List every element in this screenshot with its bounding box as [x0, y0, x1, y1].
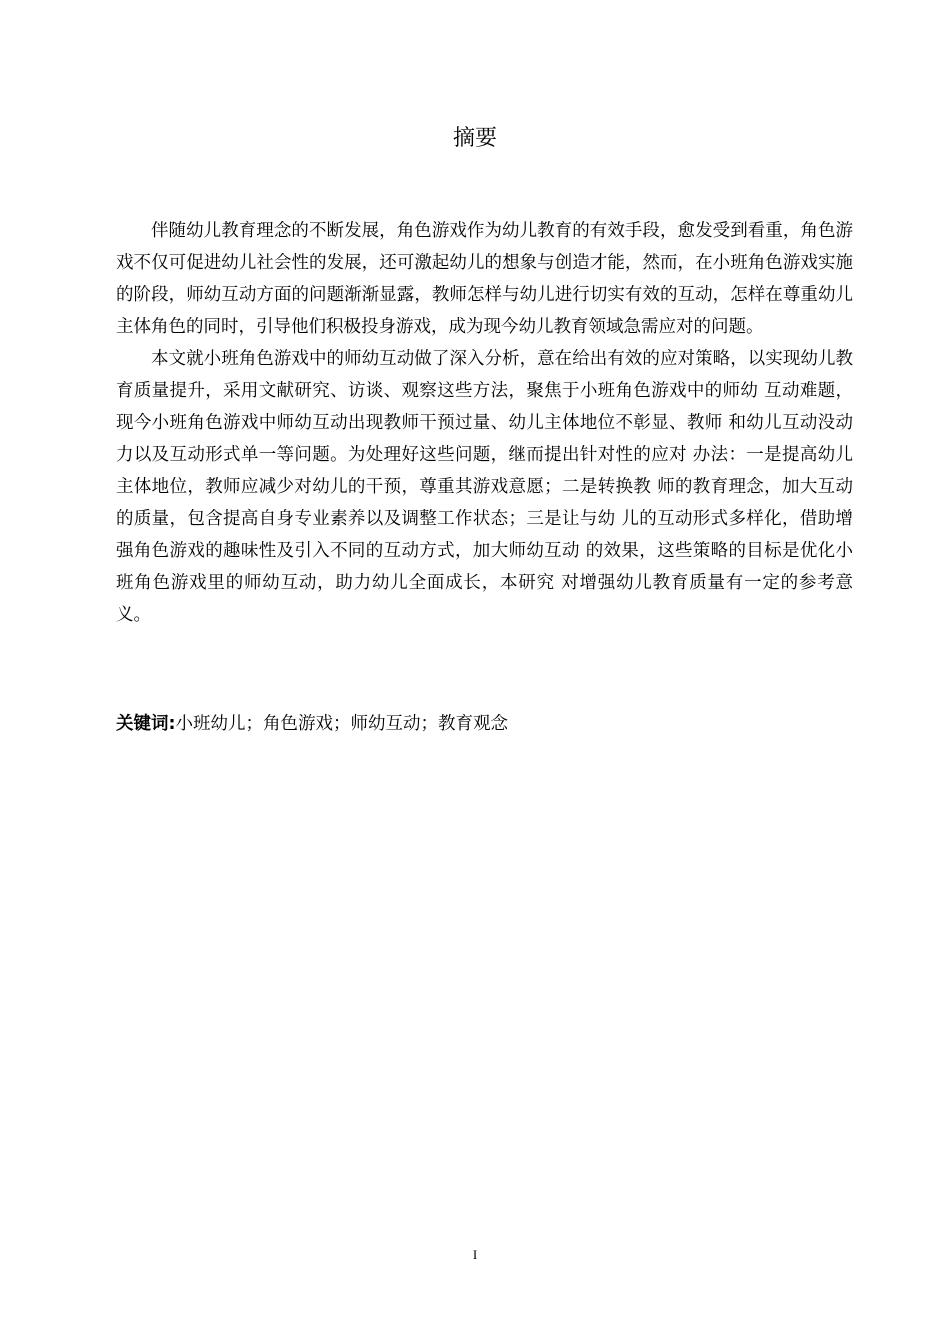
abstract-body: [116, 215, 853, 631]
keywords-line: [116, 708, 853, 740]
abstract-title: 摘要: [452, 126, 497, 151]
abstract-paragraph-1: 伴随幼儿教育理念的不断发展，角色游戏作为幼儿教育的有效手段，愈发受到看重，角色游戏不仅可促进幼儿社会性的发展，还可激起幼儿的想象与创造才能，然而，在小班角色游戏实施的阶段，师幼互动方面的问题渐渐显露，教师怎样与幼儿进行切实有效的互动，怎样在尊重幼儿主体角色的同时，引导他们积极投身游戏，成为现今幼儿教育领域急需应对的问题。: [116, 221, 853, 337]
page-number: I: [472, 1247, 478, 1262]
keywords-label: 关键词:: [116, 714, 176, 734]
keywords-value: 小班幼儿；角色游戏；师幼互动；教育观念: [175, 714, 508, 734]
abstract-paragraph-2: 本文就小班角色游戏中的师幼互动做了深入分析，意在给出有效的应对策略，以实现幼儿教育质量提升，采用文献研究、访谈、观察这些方法，聚焦于小班角色游戏中的师幼 互动难题，现今小班角色游戏中师幼互动出现教师干预过量、幼儿主体地位不彰显、教师 和幼儿互动没动力以及互动形式单一等问题。为处理好这些问题，继而提出针对性的应对 办法：一是提高幼儿主体地位，教师应减少对幼儿的干预，尊重其游戏意愿；二是转换教 师的教育理念，加大互动的质量，包含提高自身专业素养以及调整工作状态；三是让与幼 儿的互动形式多样化，借助增强角色游戏的趣味性及引入不同的互动方式，加大师幼互动 的效果，这些策略的目标是优化小班角色游戏里的师幼互动，助力幼儿全面成长，本研究 对增强幼儿教育质量有一定的参考意义。: [116, 349, 853, 625]
